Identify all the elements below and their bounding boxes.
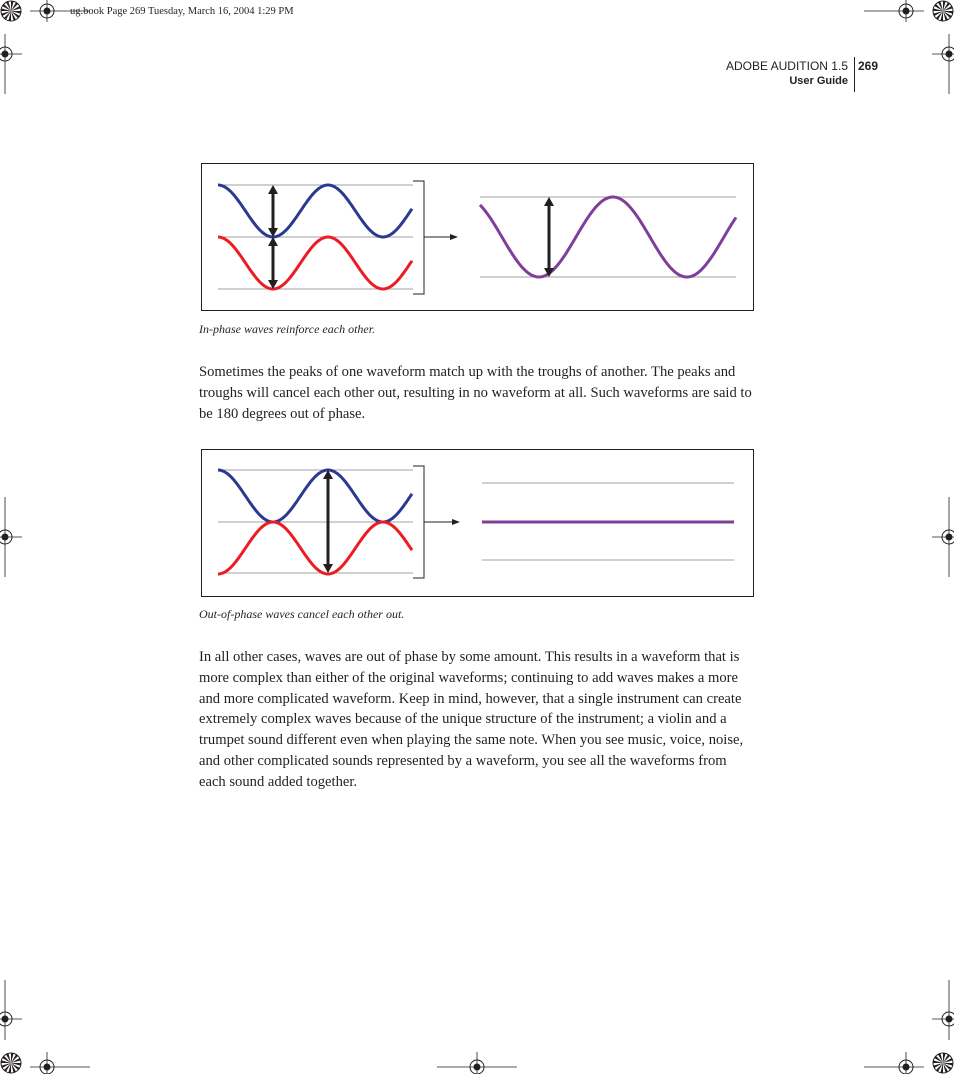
crop-registration-mark-icon — [864, 0, 924, 22]
red-wave — [218, 522, 412, 574]
result-arrow-icon — [424, 234, 458, 240]
crop-registration-mark-icon — [0, 497, 22, 577]
out-of-phase-figure — [201, 449, 754, 597]
amplitude-arrow-icon — [268, 237, 278, 289]
sum-bracket — [413, 466, 424, 578]
red-wave — [218, 237, 412, 289]
out-of-phase-diagram — [202, 450, 753, 596]
amplitude-arrow-icon — [323, 470, 333, 573]
crop-registration-mark-icon — [932, 980, 954, 1040]
crop-registration-mark-icon — [932, 34, 954, 94]
crop-registration-mark-icon — [864, 1052, 924, 1074]
purple-sum-wave — [480, 197, 736, 277]
sum-bracket — [413, 181, 424, 294]
starburst-target-icon — [0, 0, 22, 22]
crop-registration-mark-icon — [0, 34, 22, 94]
amplitude-arrow-icon — [268, 185, 278, 237]
in-phase-diagram — [202, 164, 753, 310]
header-guide-title: User Guide — [789, 75, 848, 87]
figure-caption: Out-of-phase waves cancel each other out. — [199, 607, 405, 621]
page-number: 269 — [858, 59, 879, 73]
body-paragraph: Sometimes the peaks of one waveform match up with the troughs of another. The peaks and troughs will cancel each other out, resulting in no waveform at all. Such waveforms are said to be 180 degrees out of phase. — [199, 364, 752, 422]
header-product-title: ADOBE AUDITION 1.5 — [725, 59, 848, 73]
crop-registration-mark-icon — [0, 980, 22, 1040]
starburst-target-icon — [0, 1052, 22, 1074]
in-phase-figure — [201, 163, 754, 311]
crop-registration-mark-icon — [30, 0, 90, 22]
blue-wave — [218, 470, 412, 522]
figure-caption: In-phase waves reinforce each other. — [199, 322, 376, 336]
header-divider — [854, 57, 855, 92]
body-paragraph: In all other cases, waves are out of phase by some amount. This results in a waveform that is more complex than either of the original waveforms; continuing to add waves makes a more and more complicated waveform. Keep in mind, however, that a single instrument can create extremely complex waves because of the unique structure of the instrument; a violin and a trumpet sound different even when playing the same note. When you see music, voice, noise, and other complicated sounds represented by a waveform, you see all the waveforms from each sound added together. — [199, 649, 744, 790]
print-slug: ug.book Page 269 Tuesday, March 16, 2004 1:29 PM — [70, 6, 294, 17]
crop-registration-mark-icon — [30, 1052, 90, 1074]
amplitude-arrow-icon — [544, 197, 554, 277]
crop-registration-mark-icon — [932, 497, 954, 577]
result-arrow-icon — [424, 519, 460, 525]
starburst-target-icon — [932, 1052, 954, 1074]
crop-registration-mark-icon — [437, 1052, 517, 1074]
blue-wave — [218, 185, 412, 237]
starburst-target-icon — [932, 0, 954, 22]
